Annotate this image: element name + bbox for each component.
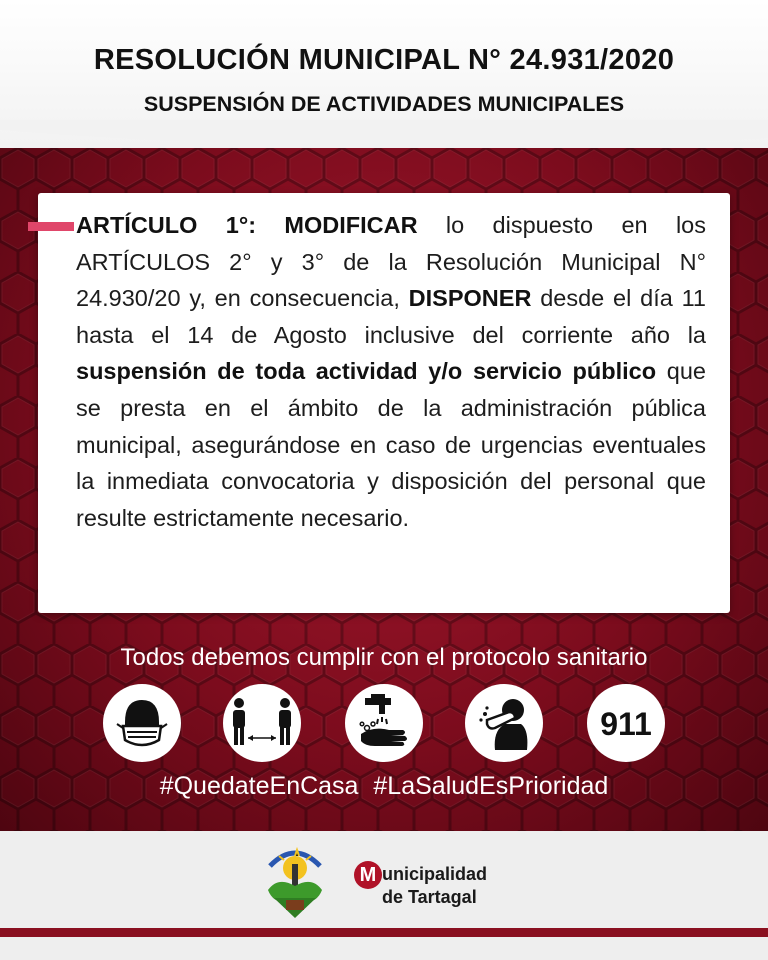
municipality-name-line2: de Tartagal (382, 887, 477, 907)
page-subtitle: SUSPENSIÓN DE ACTIVIDADES MUNICIPALES (143, 92, 625, 116)
header-curve (0, 120, 768, 160)
municipality-logo-initial: M (354, 861, 382, 889)
hashtags: #QuedateEnCasa #LaSaludEsPrioridad (159, 772, 609, 800)
article-body (76, 207, 706, 536)
social-distance-icon (223, 684, 301, 762)
emergency-911-label: 911 (600, 706, 652, 742)
municipality-name-line1: unicipalidad (382, 864, 488, 884)
emergency-911-icon (587, 684, 665, 762)
municipal-crest-icon (262, 846, 328, 924)
article-text-1: lo dispuesto en los ARTÍCULOS 2° y 3° de la Resolución Municipal N° 24.930/20 y, en consecuencia, (76, 212, 707, 312)
page-title: RESOLUCIÓN MUNICIPAL N° 24.931/2020 (93, 44, 675, 76)
accent-bar (28, 222, 74, 231)
article-card (38, 193, 730, 613)
article-text-3: que se presta en el ámbito de la administración pública municipal, asegurándose en caso de urgencias eventuales la inmediata convocatoria y disposición del personal que resulte estrictamente necesario. (76, 358, 706, 531)
face-mask-icon (103, 684, 181, 762)
cough-elbow-icon (465, 684, 543, 762)
hand-washing-icon (345, 684, 423, 762)
footer-bottom (0, 937, 768, 960)
article-highlight: suspensión de toda actividad y/o servicio público (76, 358, 657, 385)
article-text-2: desde el día 11 hasta el 14 de Agosto inclusive del corriente año la (76, 285, 707, 348)
protocol-label: Todos debemos cumplir con el protocolo sanitario (120, 644, 648, 671)
footer-bar (0, 928, 768, 937)
article-keyword: DISPONER (408, 285, 532, 312)
article-heading: ARTÍCULO 1°: MODIFICAR (76, 212, 418, 238)
